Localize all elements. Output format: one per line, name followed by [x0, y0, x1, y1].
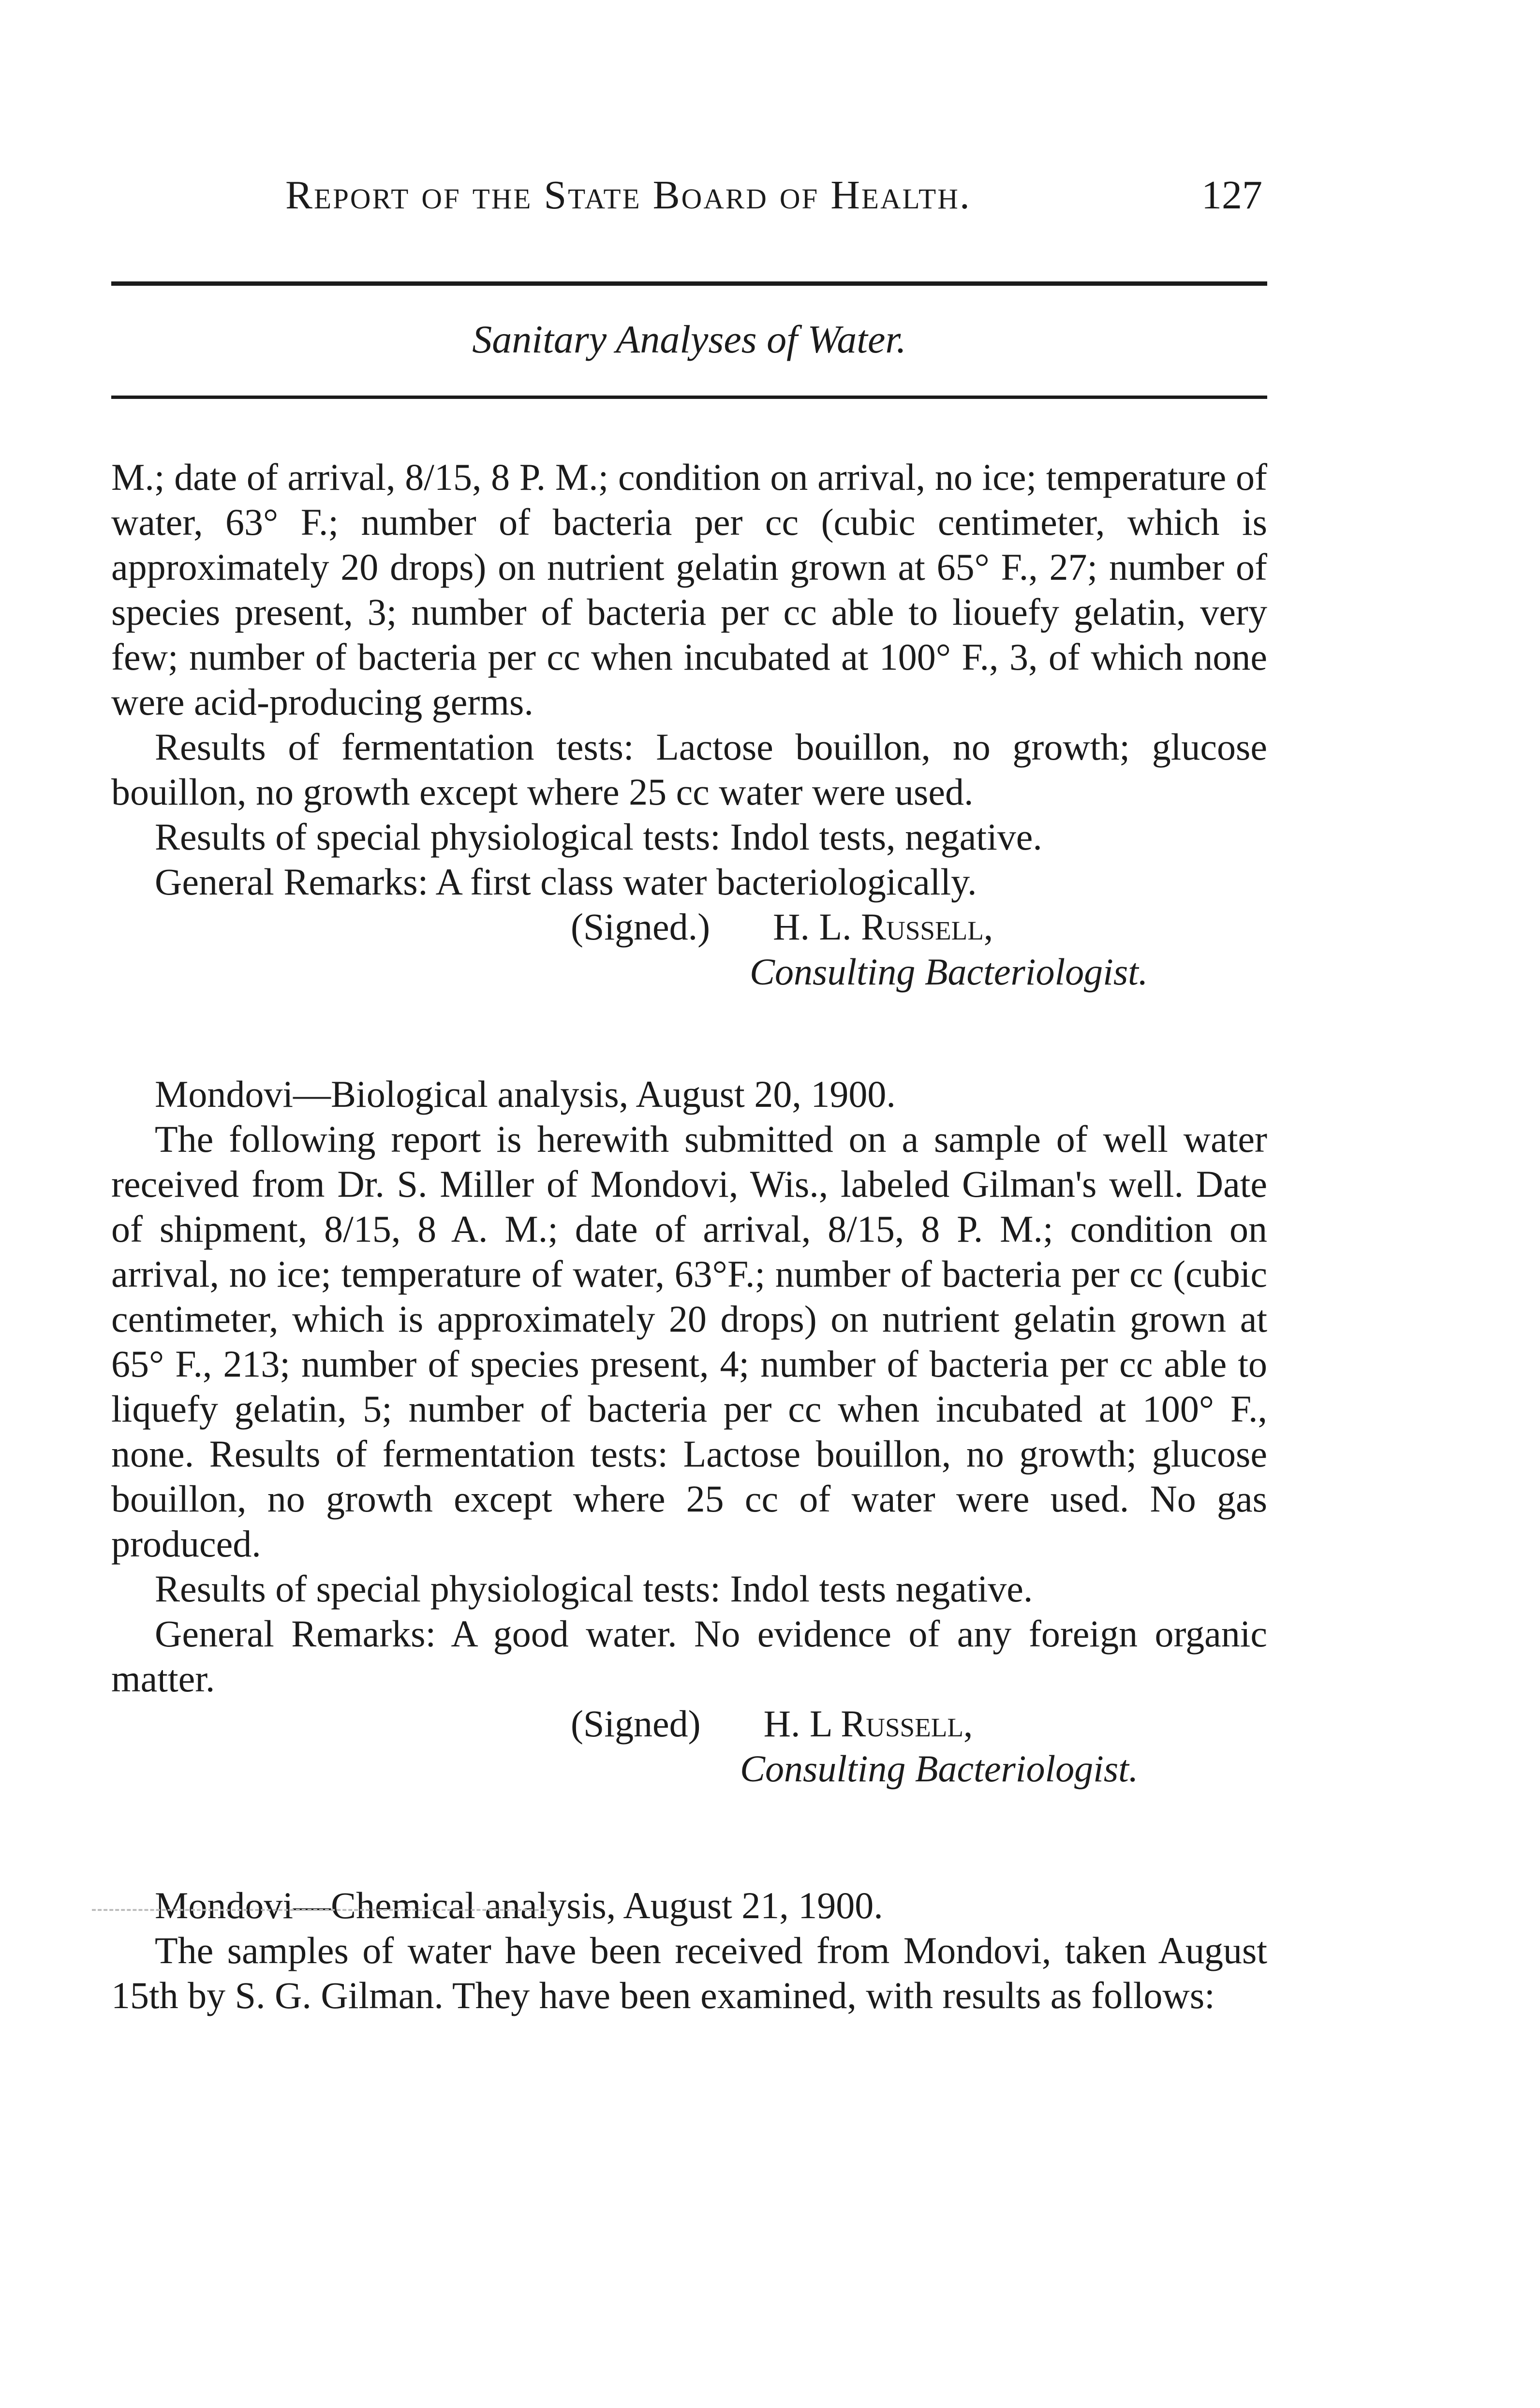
- signer-title: Consulting Bacteriologist.: [750, 951, 1148, 993]
- section-title: Sanitary Analyses of Water.: [472, 317, 906, 361]
- running-title: Report of the State Board of Health.: [285, 173, 971, 218]
- page-header: [111, 172, 1272, 225]
- signature-line: [111, 904, 1267, 949]
- special-tests-results: Results of special physiological tests: Indol tests, negative.: [155, 816, 1042, 858]
- faint-divider: [92, 1909, 556, 1911]
- header-rule-bottom: [111, 396, 1267, 399]
- fermentation-results: Results of fermentation tests: Lactose bouillon, no growth; glucose bouillon, no growth except where 25 cc water were used.: [111, 726, 1267, 813]
- biological-analysis-heading: Mondovi—Biological analysis, August 20, 1900.: [155, 1073, 896, 1115]
- page-number: 127: [1201, 173, 1262, 218]
- signature-line: [111, 1701, 1267, 1746]
- signer-name: H. L Russell,: [763, 1703, 973, 1745]
- general-remarks: General Remarks: A good water. No evidence of any foreign organic matter.: [111, 1613, 1267, 1700]
- signer-title: Consulting Bacteriologist.: [740, 1747, 1139, 1790]
- header-rule-top: [111, 281, 1267, 286]
- page-body: [111, 455, 1267, 2018]
- continuation-paragraph: M.; date of arrival, 8/15, 8 P. M.; condition on arrival, no ice; temperature of water, 63° F.; number of bacteria per cc (cubic centimeter, which is approximately 20 drops) on nutrient gelatin grown at 65° F., 27; number of species present, 3; number of bacteria per cc able to liouefy gelatin, very few; number of bacteria per cc when incubated at 100° F., 3, of which none were acid-producing germs.: [111, 456, 1267, 723]
- signed-label: (Signed): [571, 1703, 701, 1745]
- signed-label: (Signed.): [571, 906, 711, 948]
- signer-name: H. L. Russell,: [773, 906, 993, 948]
- special-tests-results: Results of special physiological tests: Indol tests negative.: [155, 1568, 1033, 1610]
- general-remarks: General Remarks: A first class water bacteriologically.: [155, 861, 977, 903]
- biological-report: The following report is herewith submitted on a sample of well water received from Dr. S. Miller of Mondovi, Wis., labeled Gilman's well. Date of shipment, 8/15, 8 A. M.; date of arrival, 8/15, 8 P. M.; condition on arrival, no ice; temperature of water, 63°F.; number of bacteria per cc (cubic centimeter, which is approximately 20 drops) on nutrient gelatin grown at 65° F., 213; number of species present, 4; number of bacteria per cc able to liquefy gelatin, 5; number of bacteria per cc when incubated at 100° F., none. Results of fermentation tests: Lactose bouillon, no growth; glucose bouillon, no growth except where 25 cc of water were used. No gas produced.: [111, 1118, 1267, 1565]
- chemical-report: The samples of water have been received from Mondovi, taken August 15th by S. G. Gilman. They have been examined, with results as follows:: [111, 1929, 1267, 2016]
- chemical-analysis-heading: Mondovi—Chemical analysis, August 21, 1900.: [155, 1884, 883, 1926]
